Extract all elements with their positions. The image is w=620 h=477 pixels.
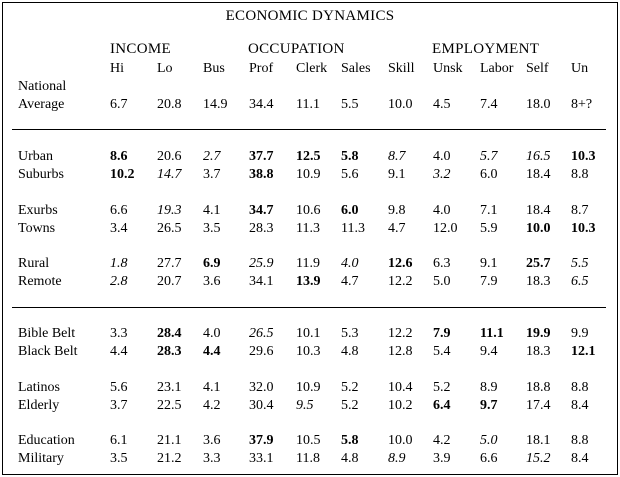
table-cell: 37.7 xyxy=(249,149,274,164)
table-cell: 10.6 xyxy=(296,203,321,218)
row-label: Suburbs xyxy=(18,167,64,182)
table-cell: 18.4 xyxy=(526,203,551,218)
table-cell: 2.7 xyxy=(203,149,221,164)
table-cell: 11.1 xyxy=(480,326,504,341)
table-title: ECONOMIC DYNAMICS xyxy=(225,8,395,24)
table-cell: 4.0 xyxy=(341,256,359,271)
table-cell: 4.0 xyxy=(203,326,221,341)
table-cell: 32.0 xyxy=(249,380,274,395)
table-cell: 21.2 xyxy=(157,451,182,466)
table-cell: 4.2 xyxy=(433,433,451,448)
column-header: Lo xyxy=(157,61,173,76)
national-cell: 4.5 xyxy=(433,97,451,112)
table-cell: 19.3 xyxy=(157,203,182,218)
table-cell: 5.5 xyxy=(571,256,589,271)
table-cell: 5.2 xyxy=(341,380,359,395)
table-cell: 18.3 xyxy=(526,344,551,359)
table-cell: 4.4 xyxy=(110,344,128,359)
table-cell: 10.9 xyxy=(296,380,321,395)
table-cell: 10.1 xyxy=(296,326,321,341)
table-cell: 12.6 xyxy=(388,256,413,271)
table-cell: 8.9 xyxy=(480,380,498,395)
table-cell: 26.5 xyxy=(157,221,182,236)
table-cell: 18.8 xyxy=(526,380,551,395)
table-cell: 28.4 xyxy=(157,326,182,341)
row-label: Latinos xyxy=(18,380,60,395)
table-cell: 12.5 xyxy=(296,149,321,164)
table-cell: 5.8 xyxy=(341,433,359,448)
table-cell: 2.8 xyxy=(110,274,128,289)
table-cell: 9.1 xyxy=(480,256,498,271)
table-cell: 10.2 xyxy=(110,167,135,182)
national-cell: 20.8 xyxy=(157,97,182,112)
table-cell: 4.8 xyxy=(341,451,359,466)
table-cell: 4.4 xyxy=(203,344,221,359)
table-cell: 11.3 xyxy=(296,221,320,236)
table-cell: 7.9 xyxy=(433,326,451,341)
table-cell: 12.0 xyxy=(433,221,458,236)
row-label: Bible Belt xyxy=(18,326,76,341)
table-cell: 25.9 xyxy=(249,256,274,271)
row-label: Education xyxy=(18,433,75,448)
national-label: Average xyxy=(18,97,65,112)
table-cell: 7.1 xyxy=(480,203,498,218)
column-header: Clerk xyxy=(296,61,328,76)
table-cell: 4.1 xyxy=(203,203,221,218)
table-cell: 5.6 xyxy=(341,167,359,182)
table-cell: 6.9 xyxy=(203,256,221,271)
table-cell: 5.6 xyxy=(110,380,128,395)
table-cell: 34.1 xyxy=(249,274,274,289)
table-cell: 6.6 xyxy=(480,451,498,466)
table-cell: 9.1 xyxy=(388,167,406,182)
table-cell: 5.4 xyxy=(433,344,451,359)
national-cell: 8+? xyxy=(571,97,593,112)
table-cell: 3.6 xyxy=(203,274,221,289)
table-cell: 9.4 xyxy=(480,344,498,359)
national-cell: 7.4 xyxy=(480,97,498,112)
column-header: Bus xyxy=(203,61,225,76)
table-cell: 9.5 xyxy=(296,398,314,413)
table-cell: 30.4 xyxy=(249,398,274,413)
column-header: Skill xyxy=(388,61,415,76)
table-cell: 19.9 xyxy=(526,326,551,341)
table-cell: 3.3 xyxy=(110,326,128,341)
table-cell: 4.7 xyxy=(388,221,406,236)
table-cell: 18.1 xyxy=(526,433,551,448)
table-cell: 16.5 xyxy=(526,149,551,164)
table-cell: 3.2 xyxy=(433,167,451,182)
table-cell: 20.6 xyxy=(157,149,182,164)
table-cell: 5.7 xyxy=(480,149,498,164)
column-header: Self xyxy=(526,61,549,76)
row-label: Black Belt xyxy=(18,344,78,359)
table-cell: 10.9 xyxy=(296,167,321,182)
table-cell: 12.1 xyxy=(571,344,596,359)
table-cell: 4.1 xyxy=(203,380,221,395)
table-cell: 6.0 xyxy=(480,167,498,182)
table-cell: 12.2 xyxy=(388,326,413,341)
national-cell: 5.5 xyxy=(341,97,359,112)
table-cell: 4.0 xyxy=(433,149,451,164)
table-cell: 5.8 xyxy=(341,149,359,164)
table-cell: 5.2 xyxy=(433,380,451,395)
column-header: Un xyxy=(571,61,589,76)
table-cell: 14.7 xyxy=(157,167,182,182)
table-cell: 33.1 xyxy=(249,451,274,466)
table-cell: 18.4 xyxy=(526,167,551,182)
table-cell: 8.8 xyxy=(571,380,589,395)
table-cell: 5.2 xyxy=(341,398,359,413)
group-header-occupation: OCCUPATION xyxy=(248,41,345,57)
divider-top xyxy=(12,129,606,130)
table-cell: 10.3 xyxy=(571,221,596,236)
table-cell: 8.9 xyxy=(388,451,406,466)
table-cell: 8.6 xyxy=(110,149,128,164)
table-cell: 11.9 xyxy=(296,256,320,271)
table-cell: 7.9 xyxy=(480,274,498,289)
table-cell: 26.5 xyxy=(249,326,274,341)
national-cell: 34.4 xyxy=(249,97,274,112)
table-cell: 6.5 xyxy=(571,274,589,289)
table-cell: 3.9 xyxy=(433,451,451,466)
column-header: Hi xyxy=(110,61,124,76)
table-cell: 23.1 xyxy=(157,380,182,395)
column-header: Prof xyxy=(249,61,274,76)
table-cell: 4.2 xyxy=(203,398,221,413)
table-cell: 12.2 xyxy=(388,274,413,289)
table-cell: 10.0 xyxy=(388,433,413,448)
national-cell: 11.1 xyxy=(296,97,320,112)
column-header: Sales xyxy=(341,61,371,76)
table-cell: 10.5 xyxy=(296,433,321,448)
column-header: Unsk xyxy=(433,61,463,76)
table-cell: 4.8 xyxy=(341,344,359,359)
table-cell: 3.7 xyxy=(203,167,221,182)
table-cell: 8.7 xyxy=(388,149,406,164)
table-cell: 10.3 xyxy=(571,149,596,164)
table-cell: 4.7 xyxy=(341,274,359,289)
table-cell: 6.1 xyxy=(110,433,128,448)
national-cell: 6.7 xyxy=(110,97,128,112)
table-cell: 13.9 xyxy=(296,274,321,289)
table-cell: 21.1 xyxy=(157,433,182,448)
table-cell: 34.7 xyxy=(249,203,274,218)
table-cell: 15.2 xyxy=(526,451,551,466)
table-cell: 12.8 xyxy=(388,344,413,359)
column-header: Labor xyxy=(480,61,514,76)
table-cell: 8.8 xyxy=(571,433,589,448)
table-cell: 3.4 xyxy=(110,221,128,236)
row-label: Remote xyxy=(18,274,62,289)
table-cell: 28.3 xyxy=(249,221,274,236)
table-cell: 4.0 xyxy=(433,203,451,218)
table-cell: 38.8 xyxy=(249,167,274,182)
national-cell: 14.9 xyxy=(203,97,228,112)
national-cell: 18.0 xyxy=(526,97,551,112)
row-label: Urban xyxy=(18,149,53,164)
national-label: National xyxy=(18,79,67,94)
table-cell: 25.7 xyxy=(526,256,551,271)
table-cell: 3.5 xyxy=(203,221,221,236)
group-header-employment: EMPLOYMENT xyxy=(432,41,540,57)
table-cell: 6.0 xyxy=(341,203,359,218)
divider-middle xyxy=(12,307,606,308)
table-cell: 6.4 xyxy=(433,398,451,413)
table-cell: 3.5 xyxy=(110,451,128,466)
table-cell: 22.5 xyxy=(157,398,182,413)
table-cell: 3.6 xyxy=(203,433,221,448)
table-cell: 10.4 xyxy=(388,380,413,395)
table-cell: 10.3 xyxy=(296,344,321,359)
table-cell: 28.3 xyxy=(157,344,182,359)
row-label: Towns xyxy=(18,221,56,236)
table-cell: 9.7 xyxy=(480,398,498,413)
table-cell: 3.7 xyxy=(110,398,128,413)
table-cell: 10.2 xyxy=(388,398,413,413)
table-cell: 9.9 xyxy=(571,326,589,341)
table-cell: 37.9 xyxy=(249,433,274,448)
table-cell: 8.4 xyxy=(571,451,589,466)
table-cell: 11.3 xyxy=(341,221,365,236)
row-label: Military xyxy=(18,451,64,466)
table-cell: 6.6 xyxy=(110,203,128,218)
row-label: Exurbs xyxy=(18,203,58,218)
table-cell: 1.8 xyxy=(110,256,128,271)
table-cell: 29.6 xyxy=(249,344,274,359)
table-cell: 18.3 xyxy=(526,274,551,289)
table-cell: 11.8 xyxy=(296,451,320,466)
table-cell: 27.7 xyxy=(157,256,182,271)
table-cell: 5.3 xyxy=(341,326,359,341)
table-cell: 5.0 xyxy=(480,433,498,448)
table-cell: 8.4 xyxy=(571,398,589,413)
table-cell: 9.8 xyxy=(388,203,406,218)
national-cell: 10.0 xyxy=(388,97,413,112)
row-label: Elderly xyxy=(18,398,60,413)
group-header-income: INCOME xyxy=(110,41,171,57)
table-cell: 3.3 xyxy=(203,451,221,466)
table-cell: 5.9 xyxy=(480,221,498,236)
table-cell: 10.0 xyxy=(526,221,551,236)
table-cell: 6.3 xyxy=(433,256,451,271)
table-cell: 17.4 xyxy=(526,398,551,413)
table-cell: 20.7 xyxy=(157,274,182,289)
table-cell: 8.7 xyxy=(571,203,589,218)
table-cell: 8.8 xyxy=(571,167,589,182)
table-cell: 5.0 xyxy=(433,274,451,289)
row-label: Rural xyxy=(18,256,50,271)
